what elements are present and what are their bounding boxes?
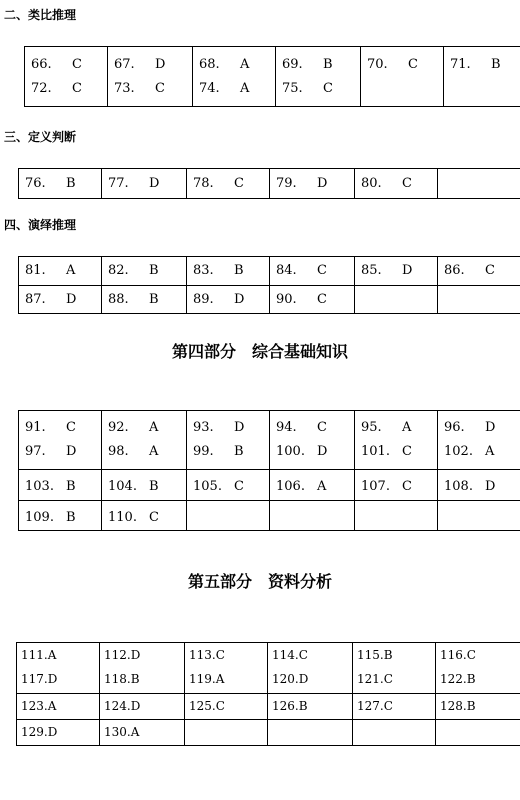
answer-table-definition	[18, 168, 520, 199]
answer-letter: C	[402, 176, 412, 191]
answer-entry: 130.A	[104, 725, 140, 739]
part-title-general-knowledge: 第四部分 综合基础知识	[171, 342, 348, 361]
question-number: 105.	[193, 479, 222, 494]
answer-entry	[270, 288, 354, 312]
answer-letter: D	[66, 444, 77, 459]
question-number: 97.	[25, 444, 46, 459]
answer-letter: C	[234, 479, 244, 494]
table-row	[25, 47, 520, 107]
answer-entry	[102, 288, 186, 312]
question-number: 67.	[114, 57, 135, 72]
answer-cell	[438, 257, 520, 286]
answer-entry	[355, 475, 437, 499]
question-number: 99.	[193, 444, 214, 459]
answer-cell	[353, 694, 436, 720]
answer-letter: B	[66, 176, 76, 191]
answer-entry: 113.C	[189, 648, 225, 662]
answer-entry	[355, 416, 437, 440]
question-number: 79.	[276, 176, 297, 191]
answer-cell	[187, 411, 270, 470]
answer-entry: 128.B	[440, 699, 476, 713]
section-heading-analogy: 二、类比推理	[4, 8, 77, 22]
answer-cell	[355, 169, 438, 199]
question-number: 90.	[276, 292, 297, 307]
answer-entry	[102, 259, 186, 283]
answer-cell	[355, 257, 438, 286]
answer-letter: B	[149, 479, 159, 494]
answer-letter: D	[402, 263, 413, 278]
question-number: 74.	[199, 81, 220, 96]
answer-entry	[25, 53, 107, 77]
answer-entry: 112.D	[104, 648, 141, 662]
answer-cell	[436, 694, 520, 720]
answer-entry: 115.B	[357, 648, 393, 662]
question-number: 88.	[108, 292, 129, 307]
question-number: 106.	[276, 479, 305, 494]
answer-letter: D	[155, 57, 166, 72]
table-row	[19, 286, 520, 314]
question-number: 98.	[108, 444, 129, 459]
answer-entry	[438, 440, 520, 464]
question-number: 78.	[193, 176, 214, 191]
question-number: 100.	[276, 444, 305, 459]
answer-letter: D	[317, 176, 328, 191]
answer-cell	[436, 643, 520, 694]
answer-entry	[187, 475, 269, 499]
answer-cell	[102, 286, 187, 314]
question-number: 82.	[108, 263, 129, 278]
answer-entry	[102, 475, 186, 499]
answer-letter: C	[317, 292, 327, 307]
answer-cell	[19, 411, 102, 470]
answer-cell	[270, 257, 355, 286]
answer-entry	[102, 416, 186, 440]
answer-cell	[187, 169, 270, 199]
answer-entry	[270, 416, 354, 440]
table-row	[19, 470, 520, 501]
question-number: 75.	[282, 81, 303, 96]
answer-table-analogy	[24, 46, 520, 107]
answer-letter: A	[66, 263, 76, 278]
answer-entry	[102, 440, 186, 464]
answer-entry: 126.B	[272, 699, 308, 713]
answer-entry	[187, 259, 269, 283]
answer-entry	[355, 440, 437, 464]
answer-cell	[19, 257, 102, 286]
answer-entry	[19, 506, 101, 530]
answer-entry: 117.D	[21, 672, 58, 686]
empty-cell	[438, 169, 520, 199]
question-number: 89.	[193, 292, 214, 307]
question-number: 91.	[25, 420, 46, 435]
table-row	[17, 694, 520, 720]
answer-entry	[438, 475, 520, 499]
answer-entry: 118.B	[104, 672, 140, 686]
question-number: 92.	[108, 420, 129, 435]
answer-cell	[100, 694, 185, 720]
answer-cell	[355, 411, 438, 470]
answer-letter: B	[491, 57, 501, 72]
answer-entry	[270, 440, 354, 464]
question-number: 93.	[193, 420, 214, 435]
part-title-data-analysis: 第五部分 资料分析	[187, 572, 332, 591]
answer-cell	[185, 643, 268, 694]
answer-entry	[193, 77, 275, 101]
answer-letter: A	[149, 444, 159, 459]
table-row	[19, 411, 520, 470]
answer-letter: C	[149, 510, 159, 525]
answer-entry	[19, 259, 101, 283]
answer-letter: A	[485, 444, 495, 459]
answer-entry: 116.C	[440, 648, 476, 662]
answer-letter: C	[485, 263, 495, 278]
answer-cell	[102, 169, 187, 199]
answer-cell	[270, 470, 355, 501]
question-number: 109.	[25, 510, 54, 525]
answer-entry: 129.D	[21, 725, 58, 739]
answer-cell	[438, 470, 520, 501]
table-row	[17, 720, 520, 746]
question-number: 70.	[367, 57, 388, 72]
answer-letter: B	[66, 510, 76, 525]
answer-cell	[19, 169, 102, 199]
answer-letter: A	[240, 81, 250, 96]
answer-entry	[19, 475, 101, 499]
answer-letter: D	[485, 479, 496, 494]
answer-letter: C	[72, 81, 82, 96]
answer-cell	[25, 47, 108, 107]
answer-letter: C	[402, 479, 412, 494]
answer-entry	[276, 77, 360, 101]
question-number: 77.	[108, 176, 129, 191]
question-number: 76.	[25, 176, 46, 191]
table-row	[19, 169, 520, 199]
answer-letter: C	[155, 81, 165, 96]
answer-entry	[19, 416, 101, 440]
answer-cell	[438, 411, 520, 470]
answer-letter: D	[317, 444, 328, 459]
answer-letter: C	[234, 176, 244, 191]
question-number: 81.	[25, 263, 46, 278]
answer-cell	[185, 694, 268, 720]
answer-entry: 122.B	[440, 672, 476, 686]
answer-letter: C	[408, 57, 418, 72]
answer-letter: B	[234, 444, 244, 459]
answer-entry	[187, 440, 269, 464]
question-number: 83.	[193, 263, 214, 278]
empty-cell	[270, 501, 355, 531]
question-number: 94.	[276, 420, 297, 435]
answer-cell	[361, 47, 444, 107]
answer-cell	[108, 47, 193, 107]
question-number: 72.	[31, 81, 52, 96]
question-number: 68.	[199, 57, 220, 72]
answer-table-general-knowledge	[18, 410, 520, 531]
answer-entry	[270, 172, 354, 196]
answer-letter: D	[234, 420, 245, 435]
answer-cell	[102, 501, 187, 531]
answer-entry	[108, 77, 192, 101]
answer-entry	[276, 53, 360, 77]
answer-entry: 127.C	[357, 699, 393, 713]
question-number: 80.	[361, 176, 382, 191]
answer-entry	[361, 53, 443, 77]
answer-cell	[19, 470, 102, 501]
empty-cell	[268, 720, 353, 746]
empty-cell	[355, 501, 438, 531]
question-number: 69.	[282, 57, 303, 72]
answer-cell	[19, 501, 102, 531]
empty-cell	[436, 720, 520, 746]
answer-letter: A	[317, 479, 327, 494]
answer-cell	[355, 470, 438, 501]
answer-letter: C	[317, 263, 327, 278]
question-number: 66.	[31, 57, 52, 72]
answer-letter: B	[323, 57, 333, 72]
question-number: 84.	[276, 263, 297, 278]
answer-entry	[108, 53, 192, 77]
answer-cell	[270, 286, 355, 314]
answer-cell	[17, 694, 100, 720]
answer-entry: 124.D	[104, 699, 141, 713]
question-number: 86.	[444, 263, 465, 278]
answer-cell	[17, 720, 100, 746]
answer-entry: 114.C	[272, 648, 308, 662]
answer-table-data-analysis	[16, 642, 520, 746]
question-number: 107.	[361, 479, 390, 494]
answer-cell	[270, 411, 355, 470]
answer-cell	[444, 47, 520, 107]
answer-entry	[19, 172, 101, 196]
question-number: 96.	[444, 420, 465, 435]
answer-entry: 120.D	[272, 672, 309, 686]
section-heading-deduction: 四、演绎推理	[4, 218, 77, 232]
answer-cell	[187, 286, 270, 314]
answer-letter: B	[234, 263, 244, 278]
section-heading-definition: 三、定义判断	[4, 130, 77, 144]
question-number: 110.	[108, 510, 137, 525]
table-row	[17, 643, 520, 694]
question-number: 108.	[444, 479, 473, 494]
question-number: 85.	[361, 263, 382, 278]
answer-cell	[276, 47, 361, 107]
answer-letter: C	[317, 420, 327, 435]
answer-cell	[102, 257, 187, 286]
question-number: 87.	[25, 292, 46, 307]
empty-cell	[355, 286, 438, 314]
answer-entry	[19, 440, 101, 464]
answer-entry	[25, 77, 107, 101]
answer-letter: C	[66, 420, 76, 435]
question-number: 103.	[25, 479, 54, 494]
question-number: 95.	[361, 420, 382, 435]
answer-cell	[187, 470, 270, 501]
answer-entry	[438, 259, 520, 283]
answer-letter: B	[149, 263, 159, 278]
answer-letter: B	[66, 479, 76, 494]
answer-cell	[102, 470, 187, 501]
empty-cell	[185, 720, 268, 746]
answer-entry: 119.A	[189, 672, 225, 686]
answer-entry	[187, 172, 269, 196]
question-number: 102.	[444, 444, 473, 459]
answer-entry: 121.C	[357, 672, 393, 686]
answer-entry	[19, 288, 101, 312]
answer-cell	[268, 643, 353, 694]
answer-cell	[100, 643, 185, 694]
answer-cell	[270, 169, 355, 199]
answer-letter: D	[149, 176, 160, 191]
answer-cell	[100, 720, 185, 746]
empty-cell	[438, 501, 520, 531]
answer-letter: A	[402, 420, 412, 435]
answer-entry	[102, 506, 186, 530]
empty-cell	[438, 286, 520, 314]
answer-letter: A	[240, 57, 250, 72]
answer-entry	[270, 259, 354, 283]
answer-entry	[438, 416, 520, 440]
question-number: 71.	[450, 57, 471, 72]
answer-entry	[444, 53, 520, 77]
question-number: 101.	[361, 444, 390, 459]
question-number: 73.	[114, 81, 135, 96]
answer-letter: A	[149, 420, 159, 435]
answer-letter: D	[485, 420, 496, 435]
answer-letter: D	[66, 292, 77, 307]
answer-cell	[353, 643, 436, 694]
answer-cell	[193, 47, 276, 107]
answer-entry	[102, 172, 186, 196]
answer-entry: 111.A	[21, 648, 57, 662]
answer-cell	[102, 411, 187, 470]
answer-entry	[270, 475, 354, 499]
answer-entry	[193, 53, 275, 77]
answer-cell	[19, 286, 102, 314]
answer-entry	[355, 259, 437, 283]
table-row	[19, 501, 520, 531]
answer-entry	[187, 416, 269, 440]
answer-entry: 123.A	[21, 699, 57, 713]
answer-letter: C	[402, 444, 412, 459]
empty-cell	[187, 501, 270, 531]
answer-letter: B	[149, 292, 159, 307]
answer-letter: D	[234, 292, 245, 307]
answer-cell	[17, 643, 100, 694]
answer-cell	[268, 694, 353, 720]
answer-letter: C	[72, 57, 82, 72]
answer-entry	[355, 172, 437, 196]
empty-cell	[353, 720, 436, 746]
answer-cell	[187, 257, 270, 286]
question-number: 104.	[108, 479, 137, 494]
answer-letter: C	[323, 81, 333, 96]
answer-table-deduction	[18, 256, 520, 314]
table-row	[19, 257, 520, 286]
answer-entry	[187, 288, 269, 312]
answer-entry: 125.C	[189, 699, 225, 713]
